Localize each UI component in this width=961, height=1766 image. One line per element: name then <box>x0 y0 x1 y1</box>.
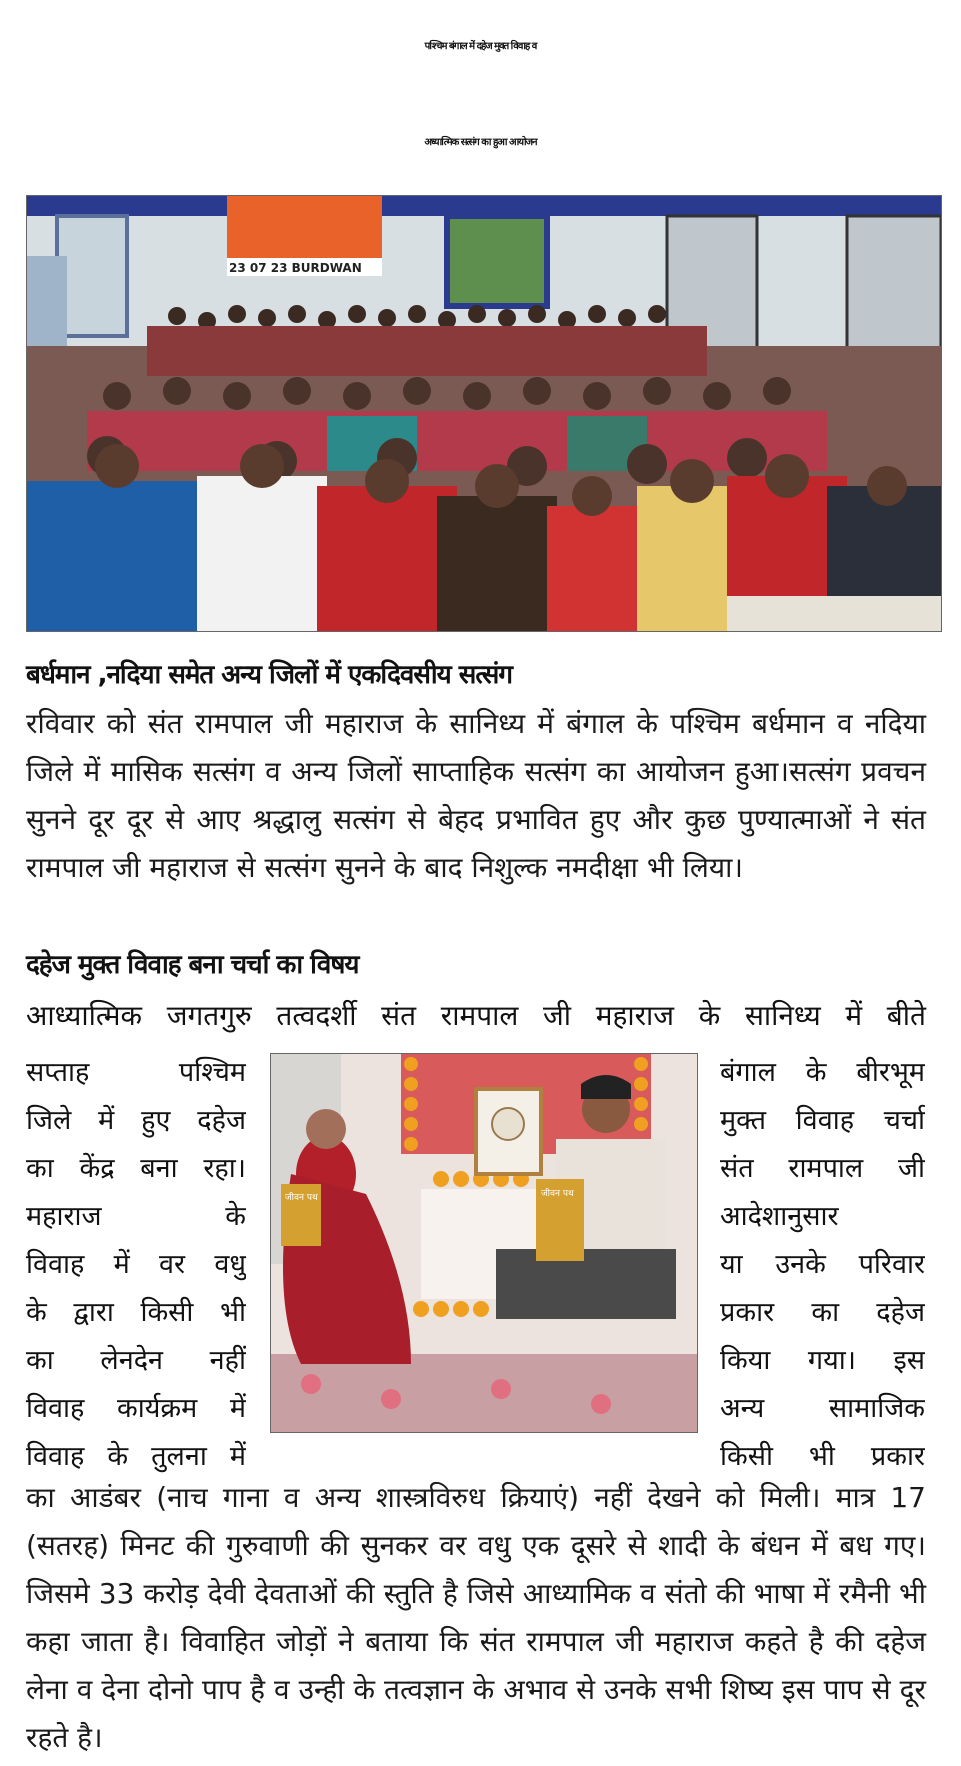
left-column-line: जिले में हुए दहेज <box>26 1105 246 1136</box>
section2-first-line: आध्यात्मिक जगतगुरु तत्वदर्शी संत रामपाल जी महाराज के सानिध्य में बीते <box>26 999 926 1032</box>
gathering-illustration <box>27 196 941 631</box>
right-column-line: किसी भी प्रकार <box>720 1441 925 1472</box>
couple-illustration <box>271 1054 697 1432</box>
left-column-line: महाराज के <box>26 1201 246 1232</box>
section2-right-column <box>720 1049 925 1481</box>
left-column-line: का केंद्र बना रहा। <box>26 1153 246 1184</box>
book-title-bride: जीवन पथ <box>285 1193 318 1203</box>
left-column-line: सप्ताह पश्चिम <box>26 1057 246 1088</box>
right-column-line: बंगाल के बीरभूम <box>720 1057 925 1088</box>
satsang-gathering-photo <box>26 195 942 632</box>
right-column-line: या उनके परिवार <box>720 1249 925 1280</box>
left-column-line: विवाह के तुलना में <box>26 1441 246 1472</box>
right-column-line: किया गया। इस <box>720 1345 925 1376</box>
section2-closing-paragraph: का आडंबर (नाच गाना व अन्य शास्त्रविरुध क्रियाएं) नहीं देखने को मिली। मात्र 17 (सतरह) मिनट की गुरुवाणी की सुनकर वर वधु एक दूसरे से शादी के बंधन में बध गए। जिसमे 33 करोड़ देवी देवताओं की स्तुति है जिसे आध्यामिक व संतो की भाषा में रमैनी भी कहा जाता है। विवाहित जोड़ों ने बताया कि संत रामपाल जी महाराज कहते है की दहेज लेना व देना दोनो पाप है व उन्ही के तत्वज्ञान के अभाव से उनके सभी शिष्य इस पाप से दूर रहते है। <box>26 1481 926 1754</box>
section1-paragraph: रविवार को संत रामपाल जी महाराज के सानिध्य में बंगाल के पश्चिम बर्धमान व नदिया जिले में मासिक सत्संग व अन्य जिलों साप्ताहिक सत्संग का आयोजन हुआ।सत्संग प्रवचन सुनने दूर दूर से आए श्रद्धालु सत्संग से बेहद प्रभावित हुए और कुछ पुण्यात्माओं ने संत रामपाल जी महाराज से सत्संग सुनने के बाद निशुल्क नमदीक्षा भी लिया। <box>26 707 926 884</box>
headline-line-1: पश्चिम बंगाल में दहेज मुक्त विवाह व <box>424 41 537 52</box>
section1-subheading: बर्धमान ,नदिया समेत अन्य जिलों में एकदिवसीय सत्संग <box>26 660 513 690</box>
couple-wedding-photo <box>270 1053 698 1433</box>
left-column-line: विवाह कार्यक्रम में <box>26 1393 246 1424</box>
section2-left-column <box>26 1049 246 1481</box>
section2-subheading: दहेज मुक्त विवाह बना चर्चा का विषय <box>26 950 359 980</box>
left-column-line: के द्वारा किसी भी <box>26 1297 246 1328</box>
banner-date-text: 23 07 23 BURDWAN <box>229 261 362 275</box>
right-column-line: आदेशानुसार <box>720 1201 839 1232</box>
left-column-line: विवाह में वर वधु <box>26 1249 246 1280</box>
left-column-line: का लेनदेन नहीं <box>26 1345 246 1376</box>
right-column-line: मुक्त विवाह चर्चा <box>720 1105 925 1136</box>
headline-line-2: अध्यात्मिक सत्संग का हुआ आयोजन <box>424 137 537 148</box>
right-column-line: अन्य सामाजिक <box>720 1393 925 1424</box>
book-title-groom: जीवन पथ <box>541 1189 574 1199</box>
right-column-line: प्रकार का दहेज <box>720 1297 925 1328</box>
right-column-line: संत रामपाल जी <box>720 1153 925 1184</box>
